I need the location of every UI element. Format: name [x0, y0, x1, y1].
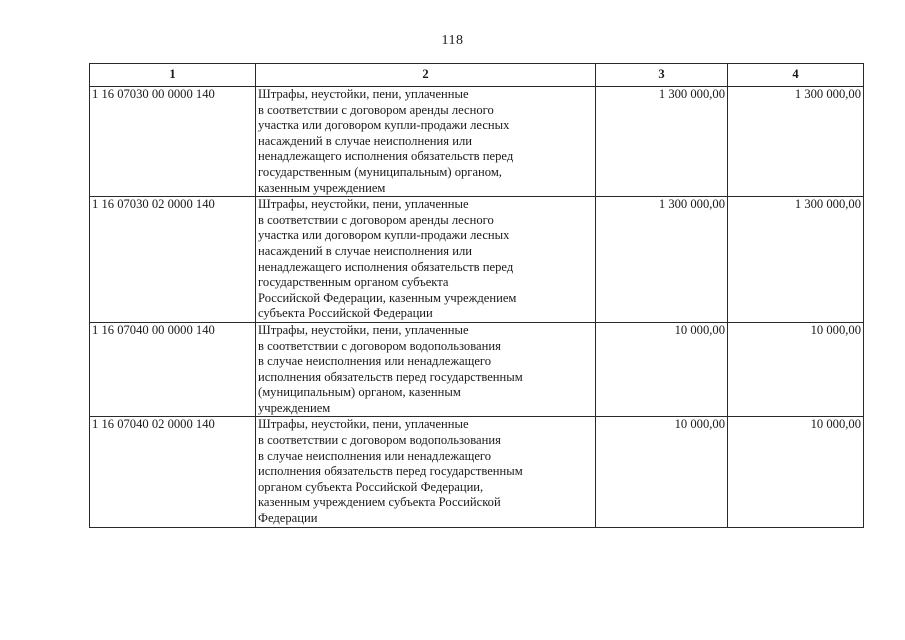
description-line: казенным учреждением	[258, 180, 386, 195]
description-cell	[256, 87, 596, 197]
description-line: в соответствии с договором водопользования	[258, 433, 501, 448]
description-line: участка или договором купли-продажи лесных	[258, 118, 510, 133]
description-line: ненадлежащего исполнения обязательств перед	[258, 149, 514, 164]
amount-col-3-cell: 10 000,00	[596, 322, 728, 417]
description-cell	[256, 417, 596, 527]
description-cell	[256, 197, 596, 323]
amount-col-4-cell: 10 000,00	[728, 417, 864, 527]
description-line: Штрафы, неустойки, пени, уплаченные	[258, 87, 469, 101]
description-line: в соответствии с договором водопользования	[258, 338, 501, 353]
amount-col-4-cell: 1 300 000,00	[728, 197, 864, 323]
page-number: 118	[441, 33, 464, 48]
description-line: в случае неисполнения или ненадлежащего	[258, 448, 492, 463]
header-col-2: 2	[256, 64, 596, 87]
description-line: органом субъекта Российской Федерации,	[258, 479, 484, 494]
header-col-3: 3	[596, 64, 728, 87]
description-line: насаждений в случае неисполнения или	[258, 243, 472, 258]
table-header	[90, 64, 864, 87]
amount-col-3-cell: 1 300 000,00	[596, 197, 728, 323]
table-body	[90, 87, 864, 528]
description-line: Российской Федерации, казенным учреждением	[258, 290, 517, 305]
description-line: Штрафы, неустойки, пени, уплаченные	[258, 197, 469, 212]
description-line: насаждений в случае неисполнения или	[258, 133, 472, 148]
description-line: ненадлежащего исполнения обязательств перед	[258, 259, 514, 274]
header-row	[90, 64, 864, 87]
header-col-4: 4	[728, 64, 864, 87]
budget-table	[89, 63, 864, 528]
description-line: Штрафы, неустойки, пени, уплаченные	[258, 417, 469, 432]
amount-col-3-cell: 10 000,00	[596, 417, 728, 527]
description-line: Штрафы, неустойки, пени, уплаченные	[258, 322, 469, 337]
description-line: казенным учреждением субъекта Российской	[258, 495, 501, 510]
table-row	[90, 417, 864, 527]
description-cell	[256, 322, 596, 417]
budget-code-cell: 1 16 07040 00 0000 140	[90, 322, 256, 417]
description-line: в соответствии с договором аренды лесного	[258, 102, 494, 117]
description-line: государственным (муниципальным) органом,	[258, 164, 502, 179]
header-col-1: 1	[90, 64, 256, 87]
budget-code-cell: 1 16 07030 02 0000 140	[90, 197, 256, 323]
description-line: субъекта Российской Федерации	[258, 306, 433, 321]
description-line: Федерации	[258, 511, 318, 526]
description-line: исполнения обязательств перед государственным	[258, 464, 523, 479]
budget-code-cell: 1 16 07040 02 0000 140	[90, 417, 256, 527]
amount-col-4-cell: 1 300 000,00	[728, 87, 864, 197]
amount-col-4-cell: 10 000,00	[728, 322, 864, 417]
table-row	[90, 322, 864, 417]
description-line: (муниципальным) органом, казенным	[258, 385, 461, 400]
description-line: учреждением	[258, 400, 331, 415]
description-line: в соответствии с договором аренды лесного	[258, 212, 494, 227]
table-row	[90, 87, 864, 197]
budget-code-cell: 1 16 07030 00 0000 140	[90, 87, 256, 197]
description-line: участка или договором купли-продажи лесных	[258, 228, 510, 243]
description-line: государственным органом субъекта	[258, 275, 449, 290]
description-line: исполнения обязательств перед государственным	[258, 369, 523, 384]
table-row	[90, 197, 864, 323]
description-line: в случае неисполнения или ненадлежащего	[258, 354, 492, 369]
amount-col-3-cell: 1 300 000,00	[596, 87, 728, 197]
